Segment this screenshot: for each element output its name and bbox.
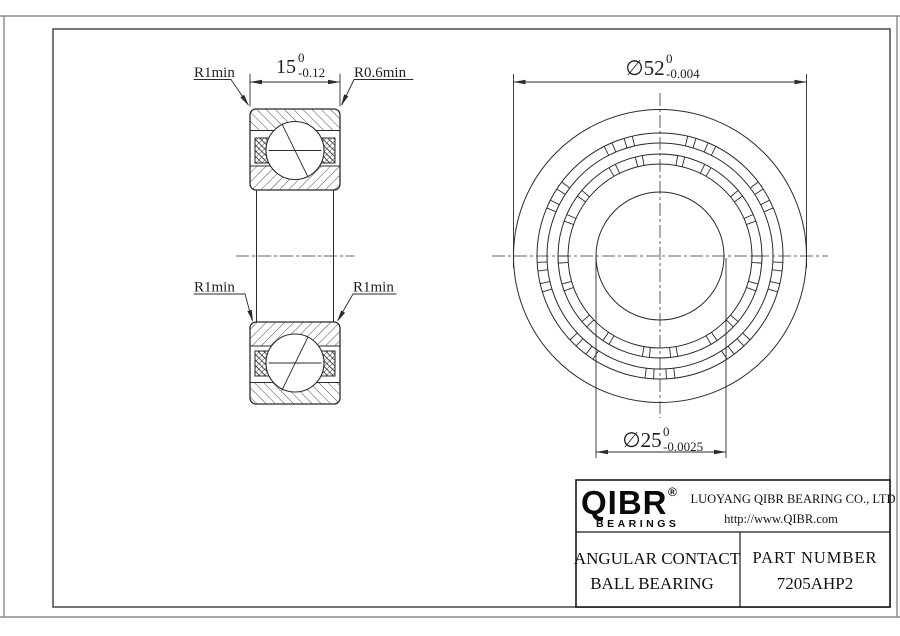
company-website: http://www.QIBR.com — [724, 512, 838, 526]
cage-pocket-tick — [682, 157, 684, 167]
cage-pocket-tick — [576, 339, 583, 346]
cage-pocket-tick — [746, 287, 755, 290]
cage-pocket-tick — [674, 368, 675, 378]
front-view — [492, 93, 828, 418]
width-dim-tol-lower: -0.12 — [298, 65, 326, 80]
cage-pocket-tick — [564, 287, 573, 290]
cage-pocket-tick — [642, 347, 644, 357]
cage-pocket-tick — [558, 262, 568, 263]
cage-pocket-tick — [562, 182, 570, 188]
cage-pocket-tick — [730, 315, 738, 321]
cage-pocket-tick — [587, 320, 594, 327]
cage-pocket-tick — [770, 281, 780, 283]
cage-pocket-tick — [612, 143, 616, 152]
cage-pocket-tick — [737, 339, 744, 346]
leader-r1min-bottom-right — [335, 294, 396, 323]
label-r1min-top-left: R1min — [194, 65, 235, 81]
title-block — [574, 480, 896, 607]
cage-pocket-tick — [666, 369, 667, 379]
cage-pocket-tick — [615, 164, 619, 173]
brand-logo: QIBR — [581, 484, 668, 521]
cage-pocket-tick — [654, 369, 655, 379]
company-name: LUOYANG QIBR BEARING CO., LTD — [690, 492, 896, 506]
cage-pocket-tick — [570, 333, 577, 340]
cage-pocket-tick — [706, 168, 711, 177]
cage-pocket-tick — [550, 200, 559, 205]
cage-pocket-tick — [645, 368, 646, 378]
cage-pocket-tick — [542, 289, 552, 292]
cage-pocket-tick — [557, 189, 565, 194]
cage-pocket-tick — [746, 221, 755, 224]
cage-pocket-tick — [577, 196, 585, 202]
cage-pocket-tick — [755, 189, 763, 194]
cage-pocket-tick — [609, 336, 614, 345]
product-type-line2: BALL BEARING — [590, 574, 714, 593]
cage-pocket-tick — [676, 156, 678, 166]
cage-pocket-tick — [685, 136, 687, 146]
cage-pocket-tick — [744, 215, 753, 219]
cage-pocket-tick — [711, 146, 716, 155]
cage-pocket-tick — [567, 215, 576, 219]
cage-pocket-tick — [547, 208, 556, 212]
section-top-cut — [250, 109, 340, 190]
cage-pocket-tick — [748, 281, 758, 284]
cage-pocket-tick — [704, 143, 708, 152]
cage-pocket-tick — [773, 262, 783, 263]
cage-pocket-tick — [538, 270, 548, 271]
registered-mark: ® — [668, 485, 677, 499]
cage-pocket-tick — [761, 200, 770, 205]
cage-pocket-tick — [726, 320, 733, 327]
cage-pocket-tick — [537, 262, 547, 263]
cage-pocket-tick — [743, 333, 750, 340]
cage-pocket-tick — [728, 346, 734, 354]
cage-pocket-tick — [582, 190, 590, 196]
cage-pocket-tick — [764, 208, 773, 212]
part-number-value: 7205AHP2 — [776, 574, 854, 593]
cage-pocket-tick — [609, 168, 614, 177]
cage-pocket-tick — [642, 156, 644, 166]
brand-sub-label: BEARINGS — [596, 518, 680, 530]
cage-pocket-tick — [752, 262, 762, 263]
cage-pocket-tick — [582, 315, 590, 321]
cage-pocket-tick — [734, 196, 742, 202]
cage-pocket-tick — [604, 146, 609, 155]
cage-pocket-tick — [649, 348, 650, 358]
cage-pocket-tick — [750, 182, 758, 188]
cage-pocket-tick — [676, 347, 678, 357]
width-dim-value: 15 — [276, 56, 296, 78]
bore-dim-tol-upper: 0 — [663, 424, 670, 439]
width-dim-tol-upper: 0 — [298, 50, 305, 65]
od-dim-tol-lower: -0.004 — [666, 66, 700, 81]
cage-pocket-tick — [564, 221, 573, 224]
label-r06min-top-right: R0.6min — [354, 65, 407, 81]
cage-pocket-tick — [624, 138, 627, 148]
od-dim-tol-upper: 0 — [666, 51, 673, 66]
width-dimension — [250, 74, 340, 106]
cage-pocket-tick — [700, 164, 704, 173]
label-r1min-bottom-right: R1min — [353, 279, 394, 296]
cage-pocket-tick — [540, 281, 550, 283]
bore-dim-tol-lower: -0.0025 — [663, 439, 704, 454]
cage-pocket-tick — [635, 157, 637, 167]
cage-pocket-tick — [562, 281, 572, 284]
cage-pocket-tick — [670, 348, 671, 358]
bore-dim-value: ∅25 — [622, 428, 662, 452]
cage-pocket-tick — [730, 190, 738, 196]
cage-pocket-tick — [693, 138, 696, 148]
cage-pocket-tick — [768, 289, 778, 292]
leader-r06min-top-right — [339, 80, 413, 108]
leader-r1min-top-left — [194, 80, 251, 108]
od-dim-value: ∅52 — [625, 56, 665, 80]
cage-pocket-tick — [772, 270, 782, 271]
cage-pocket-tick — [711, 332, 717, 340]
label-r1min-bottom-left: R1min — [194, 279, 235, 296]
section-view — [194, 50, 413, 404]
cage-pocket-tick — [603, 332, 609, 340]
cage-pocket-tick — [586, 346, 592, 354]
cage-pocket-tick — [632, 136, 634, 146]
leader-r1min-bottom-left — [194, 294, 255, 323]
part-number-label: PART NUMBER — [752, 548, 878, 567]
section-bottom-cut — [250, 322, 340, 404]
product-type-line1: ANGULAR CONTACT — [573, 549, 741, 568]
cage-pocket-tick — [706, 336, 711, 345]
